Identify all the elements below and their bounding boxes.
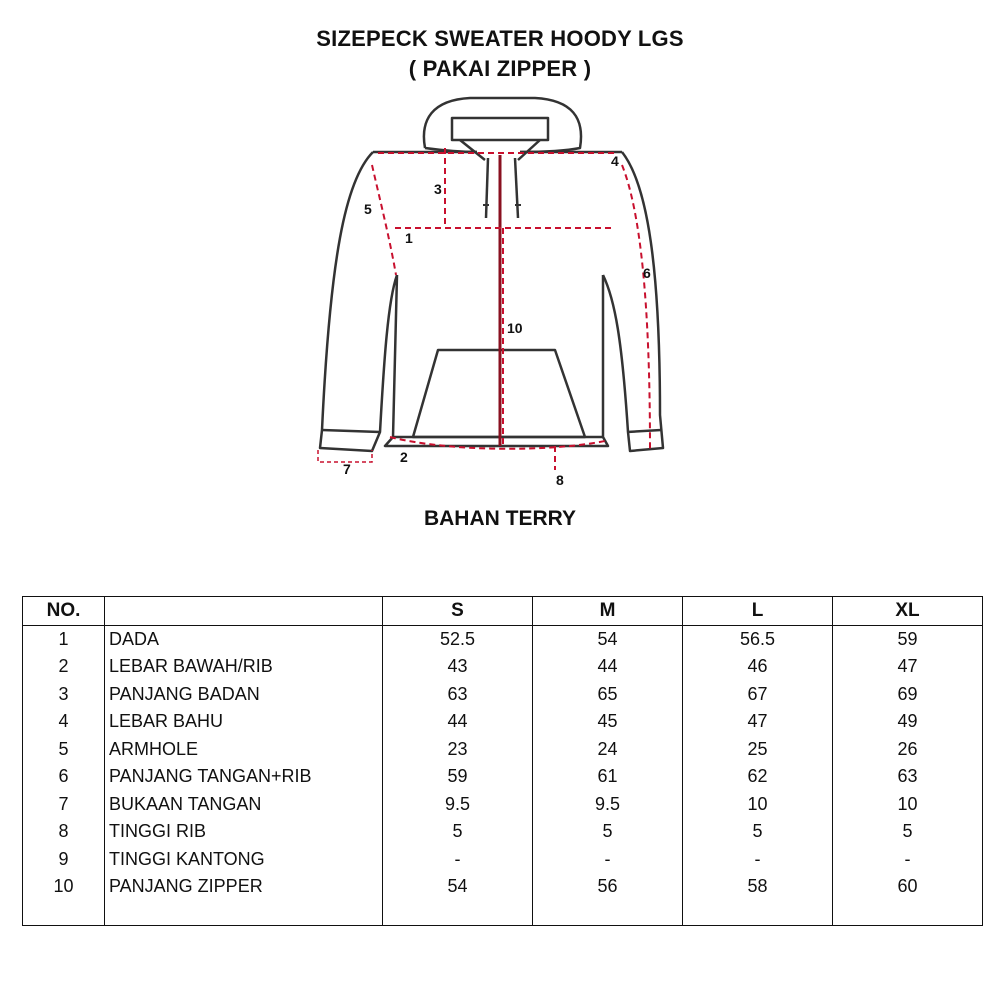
cell-no: 10 — [23, 873, 105, 901]
cell-s — [383, 901, 533, 926]
label-4: 4 — [611, 153, 619, 169]
cell-l: 10 — [683, 791, 833, 819]
table-row — [23, 653, 983, 681]
cell-m: 9.5 — [533, 791, 683, 819]
cell-s: 5 — [383, 818, 533, 846]
cell-name — [105, 901, 383, 926]
table-header-row — [23, 597, 983, 626]
cell-xl — [833, 901, 983, 926]
cell-l: 46 — [683, 653, 833, 681]
right-sleeve — [603, 152, 663, 451]
cell-l: 62 — [683, 763, 833, 791]
cell-s: 44 — [383, 708, 533, 736]
table-row — [23, 708, 983, 736]
cell-no: 8 — [23, 818, 105, 846]
page-subtitle: ( PAKAI ZIPPER ) — [408, 56, 592, 81]
label-6: 6 — [643, 265, 651, 281]
cell-no: 9 — [23, 846, 105, 874]
cell-l: - — [683, 846, 833, 874]
cell-xl: 47 — [833, 653, 983, 681]
drawstring-left — [486, 158, 488, 218]
drawstring-right — [515, 158, 518, 218]
cell-xl: 10 — [833, 791, 983, 819]
cell-l: 58 — [683, 873, 833, 901]
table-row — [23, 681, 983, 709]
cell-name: PANJANG BADAN — [105, 681, 383, 709]
cell-m: 44 — [533, 653, 683, 681]
table-row-empty — [23, 901, 983, 926]
label-5: 5 — [364, 201, 372, 217]
material-label: BAHAN TERRY — [423, 507, 577, 530]
table-row — [23, 873, 983, 901]
cell-no: 4 — [23, 708, 105, 736]
hood — [424, 98, 581, 152]
cell-m: - — [533, 846, 683, 874]
cell-s: 43 — [383, 653, 533, 681]
cell-name: DADA — [105, 625, 383, 653]
label-10: 10 — [507, 320, 523, 336]
table-row — [23, 791, 983, 819]
cell-no: 3 — [23, 681, 105, 709]
left-sleeve — [320, 152, 397, 451]
cell-m: 45 — [533, 708, 683, 736]
measure-5-armhole — [372, 165, 396, 275]
measure-lines — [372, 148, 650, 470]
cell-no: 2 — [23, 653, 105, 681]
cell-s: - — [383, 846, 533, 874]
hood-inner — [452, 118, 548, 140]
cell-l: 47 — [683, 708, 833, 736]
size-table — [22, 596, 983, 926]
label-8: 8 — [556, 472, 564, 488]
header-s: S — [383, 597, 533, 626]
left-cuff — [322, 430, 380, 432]
cell-name: PANJANG TANGAN+RIB — [105, 763, 383, 791]
cell-s: 52.5 — [383, 625, 533, 653]
cell-m: 54 — [533, 625, 683, 653]
cell-m: 24 — [533, 736, 683, 764]
label-7: 7 — [343, 461, 351, 477]
cell-m — [533, 901, 683, 926]
cell-no: 7 — [23, 791, 105, 819]
cell-xl: 63 — [833, 763, 983, 791]
table-row — [23, 763, 983, 791]
cell-l: 5 — [683, 818, 833, 846]
cell-no: 5 — [23, 736, 105, 764]
cell-s: 9.5 — [383, 791, 533, 819]
header-l: L — [683, 597, 833, 626]
label-2: 2 — [400, 449, 408, 465]
cell-m: 61 — [533, 763, 683, 791]
cell-m: 65 — [533, 681, 683, 709]
hoodie-diagram — [290, 82, 720, 502]
hoodie-outline — [320, 98, 663, 451]
cell-xl: 49 — [833, 708, 983, 736]
cell-no — [23, 901, 105, 926]
cell-xl: 59 — [833, 625, 983, 653]
cell-s: 23 — [383, 736, 533, 764]
cell-xl: 69 — [833, 681, 983, 709]
cell-xl: - — [833, 846, 983, 874]
header-xl: XL — [833, 597, 983, 626]
label-3: 3 — [434, 181, 442, 197]
cell-name: TINGGI RIB — [105, 818, 383, 846]
table-row — [23, 625, 983, 653]
cell-name: LEBAR BAWAH/RIB — [105, 653, 383, 681]
cell-m: 56 — [533, 873, 683, 901]
label-1: 1 — [405, 230, 413, 246]
cell-name: BUKAAN TANGAN — [105, 791, 383, 819]
cell-name: TINGGI KANTONG — [105, 846, 383, 874]
cell-name: ARMHOLE — [105, 736, 383, 764]
cell-name: PANJANG ZIPPER — [105, 873, 383, 901]
cell-l: 25 — [683, 736, 833, 764]
cell-l — [683, 901, 833, 926]
cell-s: 59 — [383, 763, 533, 791]
cell-no: 6 — [23, 763, 105, 791]
cell-m: 5 — [533, 818, 683, 846]
cell-xl: 60 — [833, 873, 983, 901]
cell-xl: 5 — [833, 818, 983, 846]
cell-no: 1 — [23, 625, 105, 653]
right-cuff — [627, 430, 661, 432]
header-name — [105, 597, 383, 626]
cell-s: 63 — [383, 681, 533, 709]
cell-xl: 26 — [833, 736, 983, 764]
cell-s: 54 — [383, 873, 533, 901]
cell-l: 67 — [683, 681, 833, 709]
cell-name: LEBAR BAHU — [105, 708, 383, 736]
table-row — [23, 846, 983, 874]
cell-l: 56.5 — [683, 625, 833, 653]
header-no: NO. — [23, 597, 105, 626]
header-m: M — [533, 597, 683, 626]
body — [373, 152, 622, 446]
table-row — [23, 736, 983, 764]
page-title: SIZEPECK SWEATER HOODY LGS — [316, 26, 684, 51]
table-row — [23, 818, 983, 846]
